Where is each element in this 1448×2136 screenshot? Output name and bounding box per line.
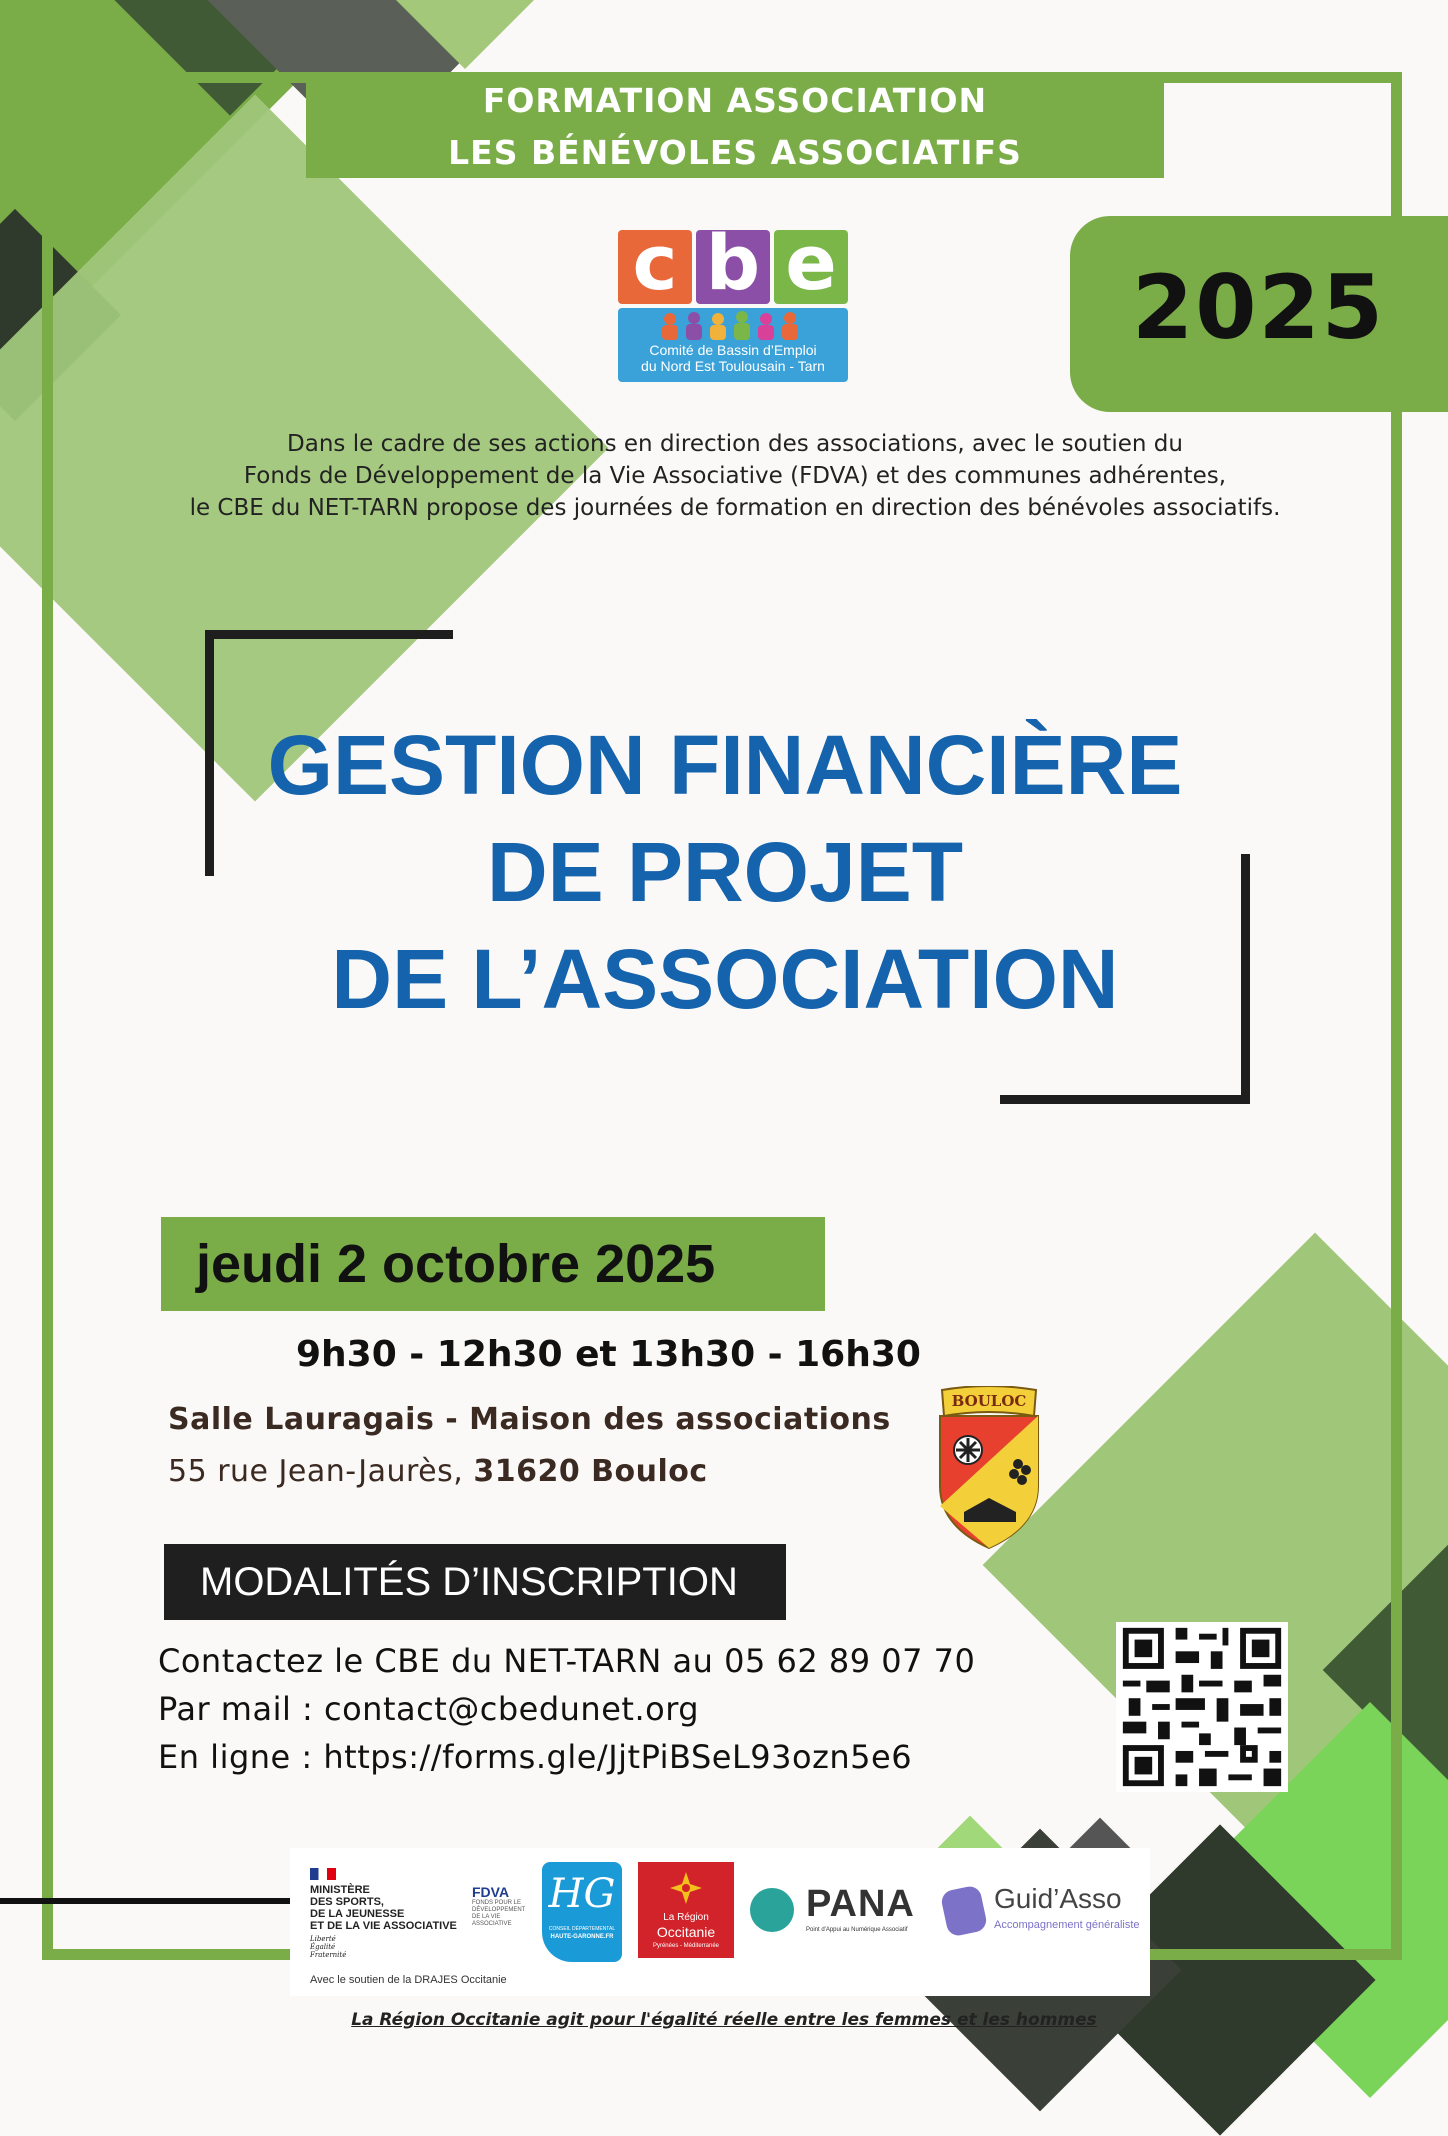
intro-line-3: le CBE du NET-TARN propose des journées de formation en direction des bénévoles associatifs.: [189, 495, 1281, 521]
haute-garonne-logo: [542, 1862, 622, 1962]
event-date: jeudi 2 octobre 2025: [196, 1234, 716, 1294]
pana-icon: [750, 1888, 794, 1932]
ministere-line-4: ET DE LA VIE ASSOCIATIVE: [310, 1920, 457, 1932]
title-line-2: DE PROJET: [486, 825, 964, 919]
event-hours: 9h30 - 12h30 et 13h30 - 16h30: [296, 1334, 921, 1375]
intro-line-2: Fonds de Développement de la Vie Associative (FDVA) et des communes adhérentes,: [243, 463, 1227, 489]
occitanie-line-3: Pyrénées - Méditerranée: [652, 1943, 720, 1949]
intro-text: [80, 428, 1390, 524]
marianne-flag-icon: [310, 1868, 336, 1880]
hg-line-2: HAUTE-GARONNE.FR: [550, 1934, 614, 1940]
intro-line-1: Dans le cadre de ses actions en direction des associations, avec le soutien du: [287, 431, 1183, 457]
crest-label: BOULOC: [951, 1392, 1027, 1410]
banner-line-2: LES BÉNÉVOLES ASSOCIATIFS: [448, 133, 1022, 172]
ministere-line-2: DES SPORTS,: [310, 1896, 384, 1908]
event-address: [168, 1450, 708, 1494]
pana-logo: [750, 1882, 930, 1942]
ministere-motto-1: Liberté: [310, 1935, 336, 1943]
ministere-line-3: DE LA JEUNESSE: [310, 1908, 405, 1920]
hg-mark: HG: [548, 1871, 616, 1917]
address-street: 55 rue Jean-Jaurès,: [168, 1454, 464, 1489]
fdva-line-1: FONDS POUR LE: [472, 1900, 522, 1906]
support-note: Avec le soutien de la DRAJES Occitanie: [310, 1974, 507, 1986]
occitanie-line-2: Occitanie: [656, 1924, 716, 1940]
ministere-motto-3: Fraternité: [310, 1951, 347, 1959]
guidasso-sub: Accompagnement généraliste: [994, 1919, 1140, 1931]
fdva-line-4: ASSOCIATIVE: [472, 1921, 512, 1927]
pana-sub: Point d'Appui au Numérique Associatif: [806, 1927, 908, 1933]
title-line-3: DE L’ASSOCIATION: [331, 932, 1119, 1026]
logo-caption-2: du Nord Est Toulousain - Tarn: [641, 358, 825, 374]
logo-caption-1: Comité de Bassin d’Emploi: [649, 342, 817, 358]
guidasso-icon: [940, 1884, 989, 1937]
contact-phone: Contactez le CBE du NET-TARN au 05 62 89 07 70: [158, 1642, 976, 1680]
qr-code[interactable]: [1116, 1622, 1288, 1792]
hg-line-1: CONSEIL DÉPARTEMENTAL: [548, 1926, 616, 1932]
main-title: [200, 712, 1250, 1033]
guidasso-logo: [944, 1882, 1144, 1942]
fdva-line-3: DE LA VIE: [472, 1914, 501, 1920]
fdva-line-2: DÉVELOPPEMENT: [472, 1907, 526, 1913]
people-icon: [658, 310, 808, 340]
fdva-logo: [472, 1884, 542, 1928]
ministere-line-1: MINISTÈRE: [310, 1884, 370, 1896]
qr-code-icon: [1116, 1622, 1288, 1792]
contact-online-link[interactable]: En ligne : https://forms.gle/JjtPiBSeL93ozn5e6: [158, 1738, 913, 1776]
address-city: 31620 Bouloc: [473, 1454, 708, 1489]
guidasso-name: Guid’Asso: [994, 1883, 1122, 1914]
partner-logos: [290, 1848, 1150, 1996]
logo-letter-b: b: [705, 218, 761, 307]
pana-name: PANA: [806, 1883, 915, 1925]
event-venue: Salle Lauragais - Maison des associations: [168, 1402, 891, 1437]
logo-letter-c: c: [632, 218, 678, 307]
banner-line-1: FORMATION ASSOCIATION: [482, 81, 988, 120]
contact-mail[interactable]: Par mail : contact@cbedunet.org: [158, 1690, 700, 1728]
top-banner: [306, 78, 1164, 178]
registration-heading: MODALITÉS D’INSCRIPTION: [200, 1560, 738, 1604]
logo-letter-e: e: [785, 218, 837, 307]
footer-note: La Région Occitanie agit pour l'égalité réelle entre les femmes et les hommes: [351, 2010, 1097, 2030]
ministere-motto-2: Égalité: [310, 1943, 336, 1951]
title-line-1: GESTION FINANCIÈRE: [267, 718, 1183, 812]
occitan-cross-icon: [666, 1868, 706, 1908]
occitanie-line-1: La Région: [663, 1912, 709, 1923]
ministere-logo: [310, 1868, 470, 1959]
cbe-logo: [618, 218, 848, 382]
fdva-name: FDVA: [472, 1884, 510, 1900]
year-text: 2025: [1132, 256, 1385, 359]
occitanie-logo: [638, 1862, 734, 1958]
divider-line: [0, 1898, 300, 1904]
